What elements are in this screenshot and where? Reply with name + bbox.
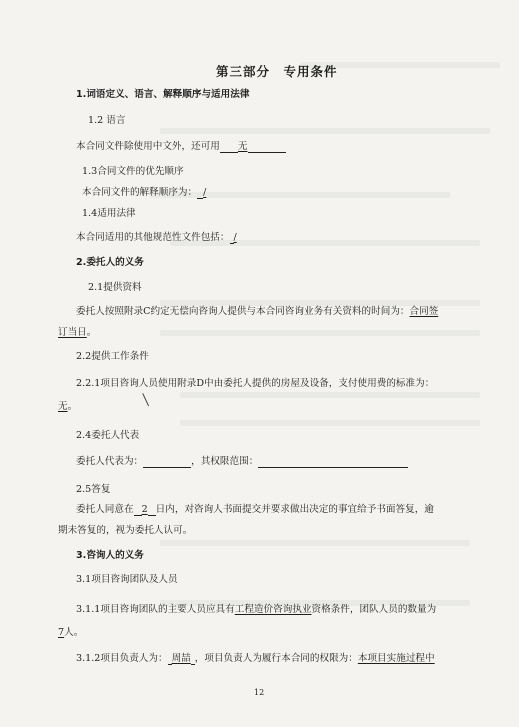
clause-1-4-value: / xyxy=(233,232,237,243)
section-1-heading: 1.词语定义、语言、解释顺序与适用法律 xyxy=(76,89,250,100)
page-number: 12 xyxy=(254,688,265,697)
clause-2-5-text-2: 日内，对咨询人书面提交并要求做出决定的事宜给予书面答复，逾 xyxy=(155,504,434,515)
clause-2-5-text: 委托人同意在 xyxy=(76,504,134,515)
subsection-2-1: 2.1提供资料 xyxy=(88,282,142,293)
clause-1-4-body xyxy=(76,232,237,244)
subsection-3-1: 3.1项目咨询团队及人员 xyxy=(76,574,178,585)
subsection-1-2: 1.2 语言 xyxy=(88,115,126,126)
clause-3-1-1-line-1 xyxy=(76,604,436,616)
clause-2-1-line-1 xyxy=(76,306,438,318)
subsection-1-4: 1.4适用法律 xyxy=(82,208,136,219)
clause-2-2-1-end: 。 xyxy=(67,401,78,412)
clause-2-5-value: 2 xyxy=(141,504,148,515)
subsection-2-4: 2.4委托人代表 xyxy=(76,430,140,441)
clause-3-1-1-text: 3.1.1项目咨询团队的主要人员应具有 xyxy=(76,604,235,615)
clause-3-1-2-text-2: ，项目负责人为履行本合同的权限为： xyxy=(194,653,358,664)
pen-mark xyxy=(142,392,152,406)
clause-2-2-1-value: 无 xyxy=(58,401,68,412)
clause-3-1-1-end: 人。 xyxy=(64,627,84,638)
clause-3-1-1-line-2 xyxy=(58,627,83,639)
page-title: 第三部分 专用条件 xyxy=(216,64,338,79)
subsection-1-3: 1.3合同文件的优先顺序 xyxy=(82,166,184,177)
clause-3-1-2-text: 3.1.2项目负责人为： xyxy=(76,653,168,664)
clause-1-2-value: 无 xyxy=(237,141,248,152)
clause-3-1-1-count: 7 xyxy=(58,627,65,638)
subsection-2-2: 2.2提供工作条件 xyxy=(76,351,149,362)
section-2-heading: 2.委托人的义务 xyxy=(76,257,144,268)
clause-2-5-line-1 xyxy=(76,504,434,516)
clause-2-4-text-2: ，其权限范围： xyxy=(191,456,259,467)
clause-2-1-value: 合同签 xyxy=(409,306,439,317)
clause-3-1-1-text-2: 资格条件，团队人员的数量为 xyxy=(311,604,437,615)
clause-1-2-body xyxy=(76,141,286,153)
clause-2-4-body xyxy=(76,456,408,468)
clause-3-1-2-value: 周喆 xyxy=(171,653,191,664)
clause-1-3-text: 本合同文件的解释顺序为： xyxy=(82,187,198,198)
clause-2-4-text: 委托人代表为： xyxy=(76,456,144,467)
clause-1-4-text: 本合同适用的其他规范性文件包括： xyxy=(76,232,230,243)
clause-1-3-body xyxy=(82,187,206,199)
clause-2-1-line-2 xyxy=(58,327,96,339)
subsection-2-5: 2.5答复 xyxy=(76,484,111,495)
clause-2-1-end: 。 xyxy=(86,327,97,338)
clause-2-1-value-cont: 订当日 xyxy=(58,327,87,338)
clause-2-2-1-line-2 xyxy=(58,401,77,413)
clause-2-1-text: 委托人按照附录C约定无偿向咨询人提供与本合同咨询业务有关资料的时间为： xyxy=(76,306,410,317)
clause-1-2-text: 本合同文件除使用中文外，还可用 xyxy=(76,141,220,152)
clause-3-1-1-value: 工程造价咨询执业 xyxy=(234,604,312,615)
clause-3-1-2 xyxy=(76,653,435,665)
section-3-heading: 3.咨询人的义务 xyxy=(76,550,144,561)
clause-1-3-value: / xyxy=(203,187,207,198)
clause-2-2-1-line-1: 2.2.1项目咨询人员使用附录D中由委托人提供的房屋及设备，支付使用费的标准为： xyxy=(76,378,435,389)
clause-2-5-line-2: 期未答复的，视为委托人认可。 xyxy=(58,525,193,536)
clause-3-1-2-value-2: 本项目实施过程中 xyxy=(357,653,435,664)
